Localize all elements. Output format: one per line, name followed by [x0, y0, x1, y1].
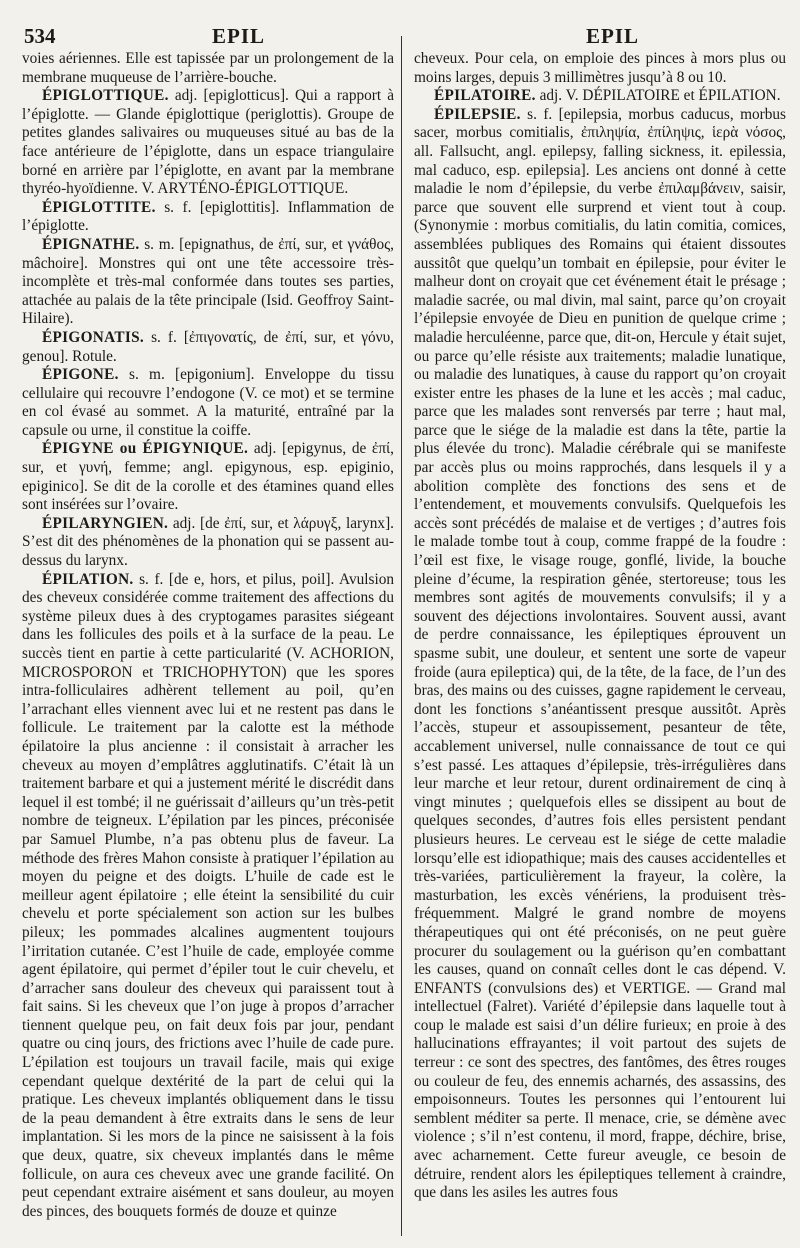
left-column: [22, 50, 394, 1221]
entry-text: adj. [epigynus, de ἐπί, sur, et γυνή, femme; angl. epigynous, esp. epiginio, epiginico]. Se dit de la corolle et des étamines quand elles sont insérées sur l’ovaire.: [22, 440, 394, 514]
headword: ÉPIGONE.: [42, 366, 119, 384]
entry-text: s. f. [epiglottitis]. Inflammation de l’épiglotte.: [22, 198, 395, 235]
entry-continuation: cheveux. Pour cela, on emploie des pinces à mors plus ou moins larges, depuis 3 millimètres jusqu’à 8 ou 10.: [414, 50, 786, 86]
entry-epiglottite: [22, 199, 394, 236]
entry-text: adj. [epiglotticus]. Qui a rapport à l’épiglotte. — Glande épiglottique (periglottis). Groupe de petites glandes salivaires ou muqueuses situé au bas de la face antérieure de l’épiglotte, dans un espace triangulaire borné en arrière par l’épiglotte, en avant par la membrane thyréo-hyoïdienne. V. ARYTÉNO-ÉPIGLOTTIQUE.: [22, 87, 395, 198]
entry-text: s. m. [epigonium]. Enveloppe du tissu cellulaire qui recouvre l’endogone (V. ce mot) et se termine en col évasé au sommet. A la maturité, entraîné par la capsule ou urne, il constitue la coiffe.: [22, 366, 394, 439]
left-running-head: EPIL: [212, 24, 266, 48]
headword: ÉPIGYNE ou ÉPIGYNIQUE.: [42, 440, 249, 458]
entry-text: adj. [de ἐπί, sur, et λάρυγξ, larynx]. S’est dit des phénomènes de la phonation qui se passent au-dessus du larynx.: [22, 514, 394, 570]
headword: ÉPILARYNGIEN.: [42, 514, 169, 532]
page-header: [24, 24, 784, 50]
headword: ÉPIGLOTTIQUE.: [42, 87, 169, 105]
entry-continuation: voies aériennes. Elle est tapissée par un prolongement de la membrane muqueuse de l’arrière-bouche.: [22, 50, 394, 86]
headword: ÉPILATION.: [42, 570, 134, 588]
headword: ÉPIGONATIS.: [42, 328, 145, 346]
headword: ÉPIGLOTTITE.: [42, 198, 156, 216]
entry-epignathe: [22, 236, 394, 329]
headword: ÉPILEPSIE.: [434, 105, 521, 123]
entry-text: s. m. [epignathus, de ἐπί, sur, et γνάθος, mâchoire]. Monstres qui ont une tête accessoire très-incomplète et très-mal conformée dans toutes ses parties, attachée au palais de la tête principale (Isid. Geoffroy Saint-Hilaire).: [22, 235, 395, 328]
headword: ÉPILATOIRE.: [434, 87, 536, 105]
right-running-head: EPIL: [586, 24, 640, 48]
entry-text: s. f. [ἐπιγονατίς, de ἐπί, sur, et γόνυ, genou]. Rotule.: [22, 328, 394, 365]
entry-epigone: [22, 366, 394, 440]
entry-epilatoire: [414, 87, 786, 106]
entry-text: s. f. [de e, hors, et pilus, poil]. Avulsion des cheveux considérée comme traitement des affections du système pileux dues à des cryptogames parasites siégeant dans les follicules des poils et à la surface de la peau. Le succès tient en partie à cette particularité (V. ACHORION, MICROSPORON et TRICHOPHYTON) que les spores intra-folliculaires adhèrent tellement au poil, qu’en l’arrachant elles viennent avec lui et ne restent pas dans le follicule. Le traitement par la calotte est la méthode épilatoire la plus ancienne : il consistait à arracher les cheveux au moyen d’emplâtres agglutinatifs. C’était là un traitement barbare et qui a justement mérité le discrédit dans lequel il est tombé; il ne guérissait d’ailleurs qu’un très-petit nombre de teigneux. L’épilation par les pinces, préconisée par Samuel Plumbe, n’a pas obtenu plus de faveur. La méthode des frères Mahon consiste à pratiquer l’épilation au moyen du peigne et des doigts. L’huile de cade est le meilleur agent épilatoire ; elle éteint la sensibilité du cuir chevelu et porte spécialement son action sur les bulbes pileux; les pommades alcalines augmentent toujours l’irritation cutanée. C’est l’huile de cade, employée comme agent épilatoire, qui permet d’épiler tout le cuir chevelu, et d’arracher sans douleur des cheveux qui paraissent tout à fait sains. Si les cheveux que l’on juge à propos d’arracher tiennent quelque peu, on fait deux fois par jour, pendant quatre ou cinq jours, des frictions avec l’huile de cade pure. L’épilation est toujours un travail facile, mais qui exige cependant quelque dextérité de la part de celui qui la pratique. Les cheveux implantés obliquement dans le tissu de la peau demandent à être extraits dans le sens de leur implantation. Si les mors de la pince ne saisissent à la fois que deux, quatre, six cheveux implantés dans le même follicule, on aura ces cheveux avec une grande facilité. On peut cependant extraire aisément et sans douleur, au moyen des pinces, des bouquets formés de douze et quinze: [22, 570, 395, 1220]
entry-epigyne: [22, 440, 394, 514]
page-number: 534: [24, 24, 56, 48]
entry-epilaryngien: [22, 515, 394, 571]
entry-epiglottique: [22, 87, 394, 199]
right-column: [414, 50, 786, 1203]
headword: ÉPIGNATHE.: [42, 235, 140, 253]
entry-epigonatis: [22, 329, 394, 366]
entry-text: adj. V. DÉPILATOIRE et ÉPILATION.: [539, 87, 781, 105]
column-divider: [401, 36, 402, 1236]
entry-epilation: [22, 571, 394, 1222]
entry-epilepsie: [414, 106, 786, 1203]
entry-text: s. f. [epilepsia, morbus caducus, morbus sacer, morbus comitialis, ἐπιληψία, ἐπίληψις, ἱερὰ νόσος, all. Fallsucht, angl. epilepsy, falling sickness, it. epilessia, mal caduco, esp. epilepsia]. Les anciens ont donné à cette maladie le nom d’épilepsie, du verbe ἐπιλαμβάνειν, saisir, parce que souvent elle surprend et vient tout à coup. (Synonymie : morbus comitialis, du latin comitia, comices, assemblées publiques des Romains qui étaient dissoutes aussitôt que quelqu’un tombait en épilepsie, pour éviter le malheur dont on croyait que cet événement était le présage ; maladie sacrée, ou mal divin, mal saint, parce qu’on croyait l’épilepsie envoyée de Dieu en punition de quelque crime ; maladie herculéenne, parce que, dit-on, Hercule y était sujet, ou parce qu’elle résiste aux traitements; maladie lunatique, ou maladie des lunatiques, à cause du rapport qu’on croyait exister entre les phases de la lune et les accès ; mal caduc, parce que les malades sont renversés par terre ; haut mal, parce que le siége de la maladie est dans la tête, partie la plus élevée du tronc). Maladie cérébrale qui se manifeste par accès plus ou moins rapprochés, dans lesquels il y a abolition complète des fonctions des sens et de l’entendement, et mouvements convulsifs. Quelquefois les accès sont précédés de malaise et de vertiges ; d’autres fois le malade tombe tout à coup, comme frappé de la foudre : l’œil est fixe, le visage rouge, gonflé, livide, la bouche pleine d’écume, la respiration gênée, stertoreuse; tous les membres sont agités de mouvements convulsifs; il y a souvent des déjections involontaires. Souvent aussi, avant de perdre connaissance, les épileptiques éprouvent un spasme subit, une douleur, et sentent une sorte de vapeur froide (aura epileptica) qui, de la tête, de la face, de l’un des bras, des mains ou des cuisses, gagne rapidement le cerveau, dont les fonctions s’anéantissent presque aussitôt. Après l’accès, stupeur et assoupissement, pesanteur de tête, accablement universel, nulle connaissance de tout ce qui s’est passé. Les attaques d’épilepsie, très-irrégulières dans leur marche et leur retour, durent ordinairement de cinq à vingt minutes ; quelquefois elles se dissipent au bout de quelques secondes, d’autres fois elles persistent pendant plusieurs heures. Le cerveau est le siége de cette maladie lorsqu’elle est idiopathique; mais des causes accidentelles et très-variées, particulièrement la frayeur, la colère, la masturbation, les excès vénériens, la produisent très-fréquemment. Malgré le grand nombre de moyens thérapeutiques qui ont été préconisés, on ne peut guère procurer du soulagement ou la guérison qu’en combattant les causes, quand on connaît celles dont le cas dépend. V. ENFANTS (convulsions des) et VERTIGE. — Grand mal intellectuel (Falret). Variété d’épilepsie dans laquelle tout à coup le malade est saisi d’un délire furieux; en proie à des hallucinations effrayantes; il voit partout des sujets de terreur : ce sont des spectres, des fantômes, des êtres rouges ou couleur de feu, des ennemis acharnés, des assassins, des empoisonneurs. Toutes les personnes qui l’entourent lui semblent méditer sa perte. Il menace, crie, se démène avec violence ; s’il n’est contenu, il mord, frappe, déchire, brise, avec acharnement. Cette fureur aveugle, ce besoin de détruire, rendent alors les épileptiques tellement à craindre, que dans les asiles les autres fous: [414, 105, 786, 1202]
